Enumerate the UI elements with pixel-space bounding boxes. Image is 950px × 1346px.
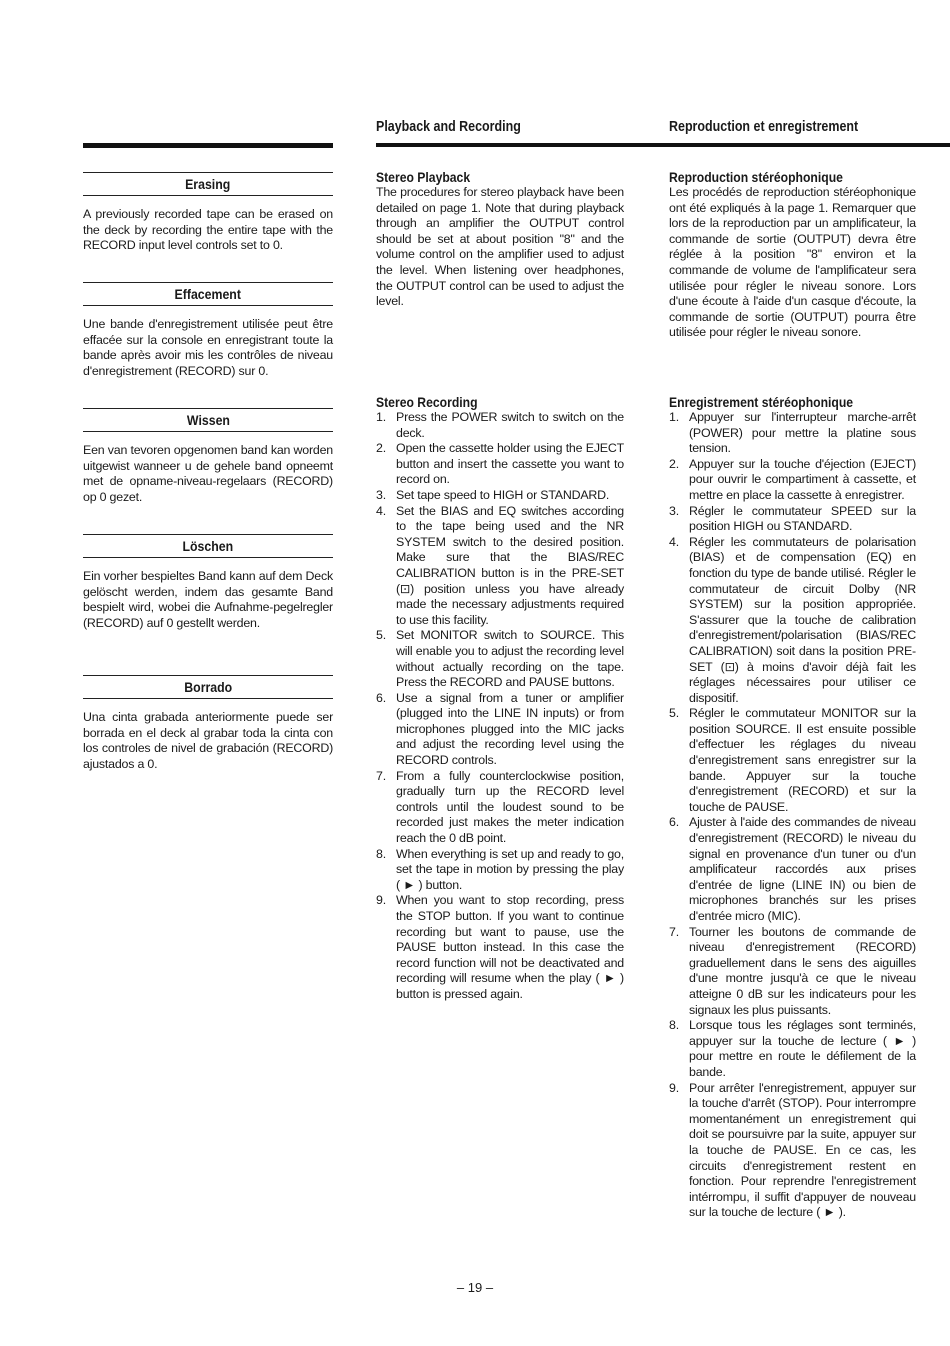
section-heading: Löschen (83, 534, 333, 558)
header-title-english: Playback and Recording (376, 119, 521, 135)
header-title-french: Reproduction et enregistrement (669, 119, 859, 135)
step-item (376, 504, 624, 629)
step-number: 9. (669, 1080, 679, 1095)
step-number: 3. (376, 487, 386, 502)
french-recording (669, 394, 916, 1221)
step-item (669, 504, 916, 535)
step-number: 4. (376, 503, 386, 518)
step-text: Ajuster à l'aide des commandes de niveau d'enregistrement (RECORD) le niveau du signal en provenance d'un tuner ou d'un amplificateur raccordés aux prises d'entrée de ligne (LINE IN) ou bien de microphones branchés sur les prises d'entrée micro (MIC). (689, 815, 916, 923)
step-text: Régler le commutateur SPEED sur la position HIGH ou STANDARD. (689, 503, 916, 534)
english-recording (376, 394, 624, 1003)
playback-text: The procedures for stereo playback have been detailed on page 1. Note that during playback through an amplifier the OUTPUT control should be set at about position "8" and the volume control on the amplifier used to adjust the level. When listening over headphones, the OUTPUT control can be used to adjust the level. (376, 185, 624, 309)
french-playback (669, 169, 916, 341)
section-text: A previously recorded tape can be erased on the deck by recording the entire tape with the RECORD input level controls set to 0. (83, 207, 333, 253)
step-text: Lorsque tous les réglages sont terminés, appuyer sur la touche de lecture ( ► ) pour mettre en route le défilement de la bande. (689, 1018, 916, 1079)
english-playback (376, 169, 624, 310)
step-number: 2. (376, 441, 386, 456)
step-text: Régler les commutateurs de polarisation (BIAS) et de compensation (EQ) en fonction du type de bande utilisé. Régler le commutateur de circuit Dolby (NR SYSTEM) sur la position appropriée. S'assurer que la touche de calibration d'enregistrement/polarisation (BIAS/REC CALIBRATION) soit dans la position PRE-SET (⊡) à moins d'avoir déjà fait les réglages nécessaires pour utiliser ce dispositif. (689, 534, 916, 705)
step-number: 7. (669, 924, 679, 939)
step-number: 8. (376, 846, 386, 861)
recording-heading: Stereo Recording (376, 394, 478, 410)
step-text: Appuyer sur la touche d'éjection (EJECT) pour ouvrir le compartiment à cassette, et mettre en place la cassette à enregistrer. (689, 456, 916, 502)
step-item (669, 925, 916, 1019)
step-item (376, 441, 624, 488)
step-number: 1. (669, 410, 679, 424)
page-number: – 19 – (456, 1280, 494, 1295)
recording-steps (376, 410, 624, 1003)
step-number: 5. (376, 628, 386, 643)
playback-heading: Reproduction stéréophonique (669, 169, 843, 185)
step-item (669, 457, 916, 504)
header-rule-left (83, 143, 333, 148)
step-text: When everything is set up and ready to go, set the tape in motion by pressing the play ( ► ) button. (396, 846, 624, 892)
section-text: Una cinta grabada anteriormente puede ser borrada en el deck al grabar toda la cinta con los controles de nivel de grabación (RECORD) ajustados a 0. (83, 710, 333, 771)
step-text: Pour arrêter l'enregistrement, appuyer sur la touche d'arrêt (STOP). Pour interrompre momentanément un enregistrement qui doit se poursuivre par la suite, appuyer sur la touche de PAUSE. En ce cas, les circuits d'enregistrement restent en fonction. Pour reprendre l'enregistrement intérrompu, il suffit d'appuyer de nouveau sur la touche de lecture ( ► ). (689, 1080, 916, 1220)
step-item (376, 769, 624, 847)
step-item (376, 847, 624, 894)
step-item (376, 410, 624, 441)
step-item (376, 488, 624, 504)
step-item (669, 535, 916, 707)
step-text: Appuyer sur l'interrupteur marche-arrêt (POWER) pour mettre la platine sous tension. (689, 410, 916, 456)
step-text: Set the BIAS and EQ switches according to the tape being used and the NR SYSTEM switch to the desired position. Make sure that the BIAS/REC CALIBRATION button is in the PRE-SET (⊡) position unless you have already made the necessary adjustments required to use this facility. (396, 503, 624, 627)
playback-text: Les procédés de reproduction stéréophonique ont été expliqués à la page 1. Remarquer que lors de la reproduction par un amplificateur, la commande de sortie (OUTPUT) devra être réglée à la position "8" environ et la commande de volume de l'amplificateur sera utilisée pour régler le niveau sonore. Lors d'une écoute à l'aide d'un casque d'écoute, la commande de sortie (OUTPUT) pourra être utilisée pour régler le niveau sonore. (669, 185, 916, 340)
erasing-section-de (83, 534, 333, 631)
recording-steps (669, 410, 916, 1221)
step-text: Open the cassette holder using the EJECT button and insert the cassette you want to record on. (396, 441, 624, 487)
step-number: 5. (669, 706, 679, 721)
section-heading: Effacement (83, 282, 333, 306)
erasing-section-es (83, 675, 333, 772)
step-number: 3. (669, 503, 679, 518)
step-item (669, 815, 916, 924)
erasing-section-nl (83, 408, 333, 505)
step-item (669, 410, 916, 457)
step-text: Set tape speed to HIGH or STANDARD. (396, 487, 610, 502)
erasing-section-en (83, 172, 333, 254)
step-number: 9. (376, 893, 386, 908)
step-item (669, 1018, 916, 1080)
section-text: Une bande d'enregistrement utilisée peut être effacée sur la console en enregistrant toute la bande après avoir mis les contrôles de niveau d'enregistrement (RECORD) sur 0. (83, 317, 333, 378)
step-text: When you want to stop recording, press the STOP button. If you want to continue recording but want to pause, use the PAUSE button instead. In this case the record function will not be deactivated and recording will resume when the play ( ► ) button is pressed again. (396, 893, 624, 1001)
step-item (376, 691, 624, 769)
erasing-section-fr (83, 282, 333, 379)
step-text: Use a signal from a tuner or amplifier (plugged into the LINE IN inputs) or from microphones plugged into the MIC jacks and adjust the recording level using the RECORD controls. (396, 690, 624, 768)
step-number: 6. (376, 690, 386, 705)
step-number: 2. (669, 456, 679, 471)
step-text: Tourner les boutons de commande de niveau d'enregistrement (RECORD) graduellement dans le sens des aiguilles d'une montre jusqu'à ce que le niveau atteigne 0 dB sur les indicateurs pour les signaux les plus puissants. (689, 924, 916, 1017)
step-item (669, 706, 916, 815)
recording-heading: Enregistrement stéréophonique (669, 394, 854, 410)
step-number: 1. (376, 410, 386, 424)
step-item (669, 1081, 916, 1221)
step-number: 6. (669, 815, 679, 830)
header-rule-right (376, 143, 950, 147)
step-number: 4. (669, 534, 679, 549)
playback-heading: Stereo Playback (376, 169, 471, 185)
step-number: 8. (669, 1018, 679, 1033)
step-text: Régler le commutateur MONITOR sur la position SOURCE. Il est ensuite possible d'effectuer les réglages du niveau d'enregistrement sans enregistrer sur la bande. Appuyer sur la touche d'enregistrement (RECORD) et sur la touche de PAUSE. (689, 706, 916, 814)
step-item (376, 628, 624, 690)
section-text: Een van tevoren opgenomen band kan worden uitgewist wanneer u de gehele band opneemt met de opname-niveau-regelaars (RECORD) op 0 gezet. (83, 443, 333, 504)
step-text: Press the POWER switch to switch on the deck. (396, 410, 624, 440)
section-heading: Borrado (83, 675, 333, 699)
section-heading: Erasing (83, 172, 333, 196)
step-number: 7. (376, 768, 386, 783)
step-item (376, 893, 624, 1002)
section-heading: Wissen (83, 408, 333, 432)
step-text: Set MONITOR switch to SOURCE. This will enable you to adjust the recording level without actually recording on the tape. Press the RECORD and PAUSE buttons. (396, 628, 624, 690)
step-text: From a fully counterclockwise position, gradually turn up the RECORD level controls until the loudest sound to be recorded just makes the meter indication reach the 0 dB point. (396, 768, 624, 846)
section-text: Ein vorher bespieltes Band kann auf dem Deck gelöscht werden, indem das gesamte Band bespielt wird, wobei die Aufnahme-pegelregler (RECORD) auf 0 gestellt werden. (83, 569, 333, 630)
